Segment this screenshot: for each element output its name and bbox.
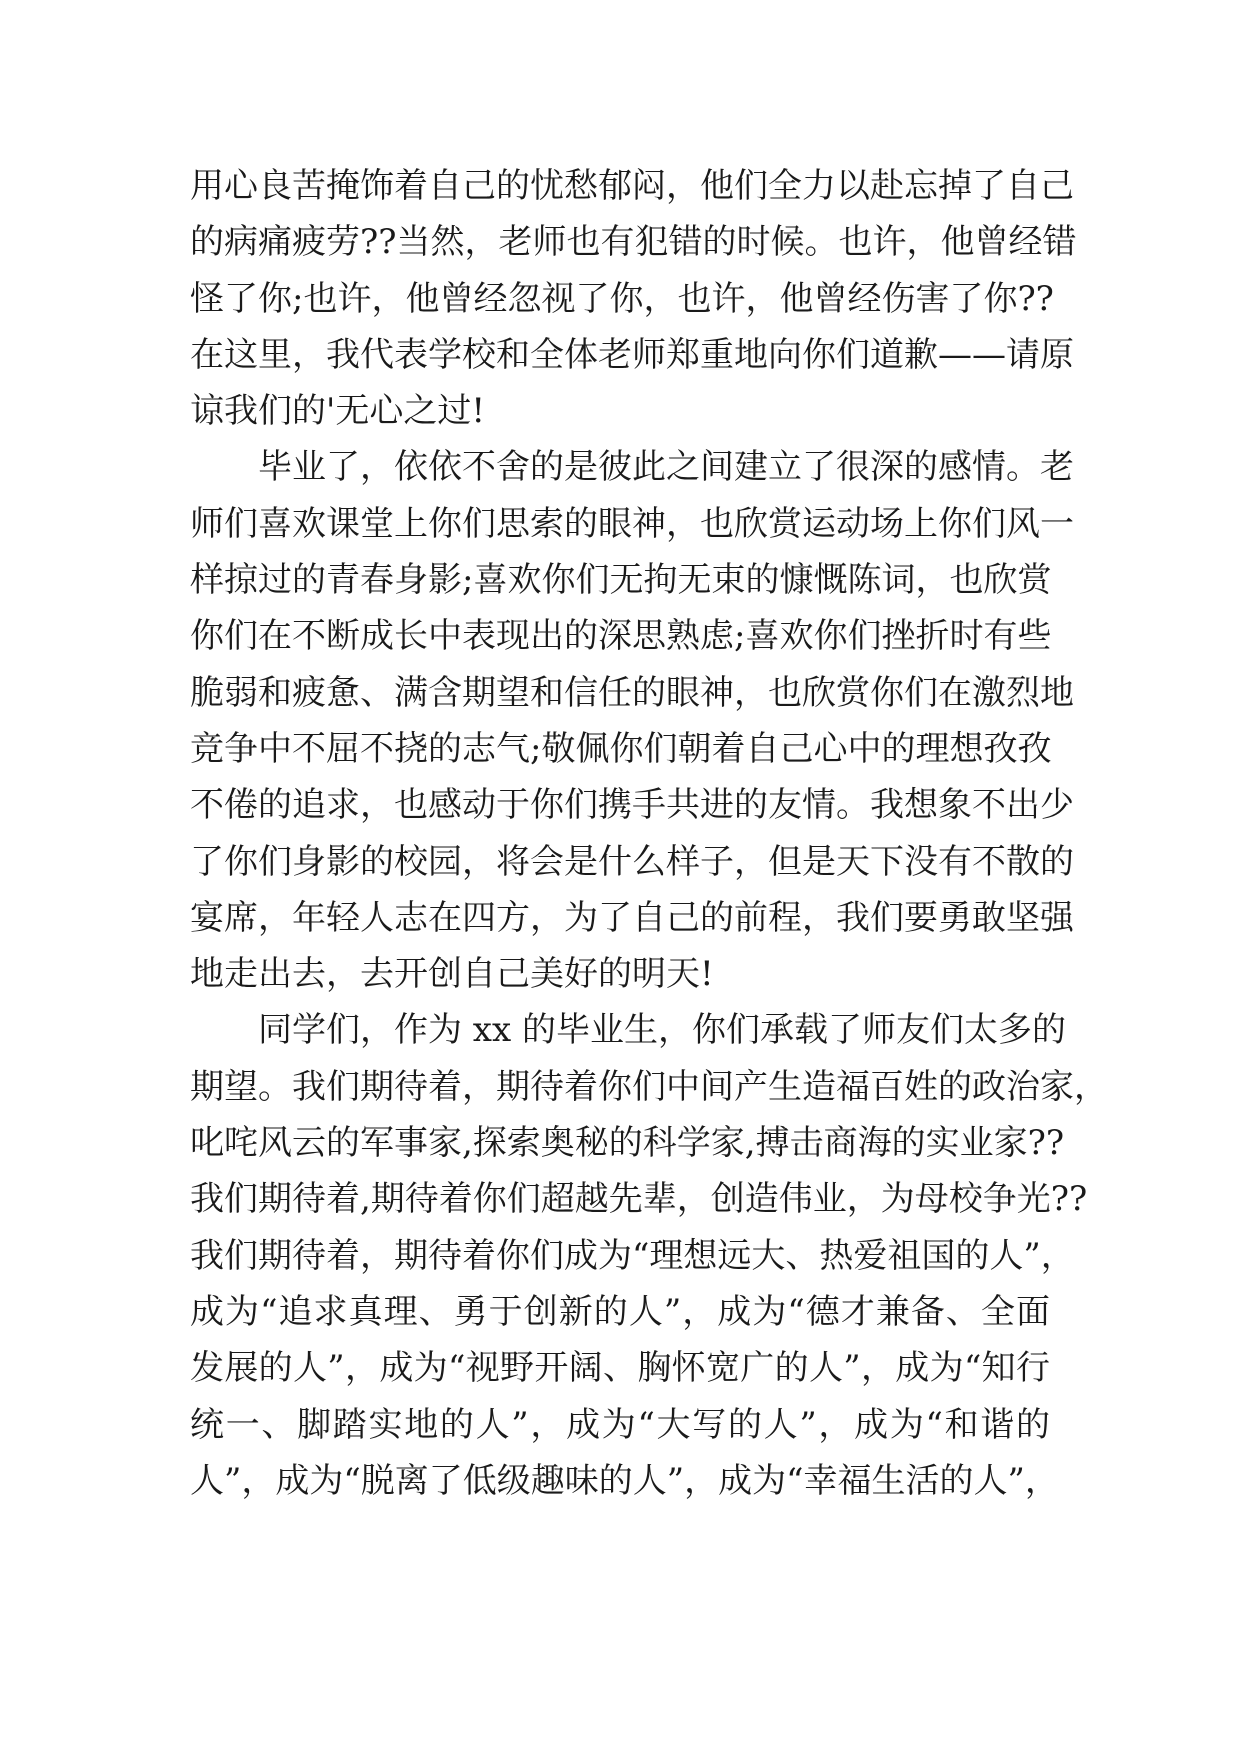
text-line: 的病痛疲劳??当然，老师也有犯错的时候。也许，他曾经错 [190, 222, 1077, 263]
text-line: 在这里，我代表学校和全体老师郑重地向你们道歉——请原 [190, 334, 1074, 375]
text-line: 统一、脚踏实地的人”，成为“大写的人”，成为“和谐的 [190, 1404, 1050, 1445]
text-line: 同学们，作为 xx 的毕业生，你们承载了师友们太多的 [258, 1010, 1066, 1051]
text-line: 毕业了，依依不舍的是彼此之间建立了很深的感情。老 [258, 447, 1074, 488]
text-line: 脆弱和疲惫、满含期望和信任的眼神，也欣赏你们在激烈地 [190, 672, 1074, 713]
paragraph-2 [190, 439, 1074, 1002]
text-line: 叱咤风云的军事家,探索奥秘的科学家,搏击商海的实业家?? [190, 1123, 1065, 1164]
paragraph-3 [190, 1002, 1108, 1509]
text-line: 不倦的追求，也感动于你们携手共进的友情。我想象不出少 [190, 785, 1074, 826]
text-line: 我们期待着,期待着你们超越先辈，创造伟业，为母校争光?? [190, 1179, 1088, 1220]
text-line: 宴席，年轻人志在四方，为了自己的前程，我们要勇敢坚强 [190, 897, 1074, 938]
text-line: 样掠过的青春身影;喜欢你们无拘无束的慷慨陈词，也欣赏 [190, 560, 1052, 601]
text-line: 了你们身影的校园，将会是什么样子，但是天下没有不散的 [190, 841, 1074, 882]
text-line: 师们喜欢课堂上你们思索的眼神，也欣赏运动场上你们风一 [190, 503, 1074, 544]
text-line: 用心良苦掩饰着自己的忧愁郁闷，他们全力以赴忘掉了自己 [190, 166, 1074, 206]
text-line: 谅我们的'无心之过! [190, 391, 486, 432]
text-line: 我们期待着，期待着你们成为“理想远大、热爱祖国的人”， [190, 1235, 1075, 1276]
text-line: 怪了你;也许，他曾经忽视了你，也许，他曾经伤害了你?? [190, 278, 1054, 319]
text-line: 成为“追求真理、勇于创新的人”，成为“德才兼备、全面 [190, 1291, 1050, 1332]
text-line: 期望。我们期待着，期待着你们中间产生造福百姓的政治家， [190, 1066, 1108, 1107]
text-line: 发展的人”，成为“视野开阔、胸怀宽广的人”，成为“知行 [190, 1348, 1050, 1389]
paragraph-1 [190, 158, 1077, 439]
document-body [190, 158, 1108, 1509]
text-line: 人”，成为“脱离了低级趣味的人”，成为“幸福生活的人”， [190, 1460, 1059, 1501]
text-line: 竞争中不屈不挠的志气;敬佩你们朝着自己心中的理想孜孜 [190, 728, 1052, 769]
text-line: 地走出去，去开创自己美好的明天! [190, 954, 714, 995]
text-line: 你们在不断成长中表现出的深思熟虑;喜欢你们挫折时有些 [190, 616, 1052, 657]
